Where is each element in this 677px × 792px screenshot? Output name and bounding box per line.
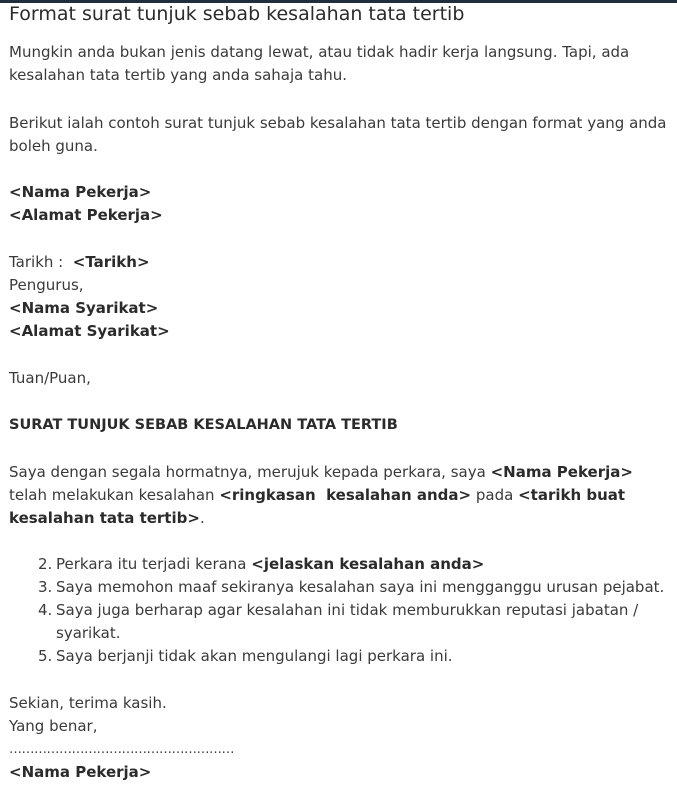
letter-subject: SURAT TUNJUK SEBAB KESALAHAN TATA TERTIB xyxy=(9,417,398,433)
company-name: <Nama Syarikat> xyxy=(9,299,159,317)
closing-line-1: Sekian, terima kasih. xyxy=(9,694,167,712)
closing-line-2: Yang benar, xyxy=(9,717,98,735)
body-text-1: Saya dengan segala hormatnya, merujuk kepada perkara, saya xyxy=(9,463,486,481)
body-employee-name: <Nama Pekerja> xyxy=(490,463,633,481)
company-address: <Alamat Syarikat> xyxy=(9,322,170,340)
sender-address: <Alamat Pekerja> xyxy=(9,206,163,224)
list-text: Saya memohon maaf sekiranya kesalahan saya ini mengganggu urusan pejabat. xyxy=(56,578,665,596)
signature-line: ……………………………………………… xyxy=(9,742,234,757)
sender-name: <Nama Pekerja> xyxy=(9,183,152,201)
article-title: Format surat tunjuk sebab kesalahan tata tertib xyxy=(9,3,465,25)
list-number: 5. xyxy=(38,647,53,665)
body-text-2: telah melakukan kesalahan xyxy=(9,486,215,504)
body-offence-date: <tarikh buat kesalahan tata tertib> xyxy=(9,486,626,527)
body-text-end: . xyxy=(199,509,205,527)
recipient-title: Pengurus, xyxy=(9,276,84,294)
date-label: Tarikh : xyxy=(9,253,64,271)
list-text: Saya berjanji tidak akan mengulangi lagi perkara ini. xyxy=(56,647,453,665)
date-line xyxy=(9,251,673,274)
recipient-block xyxy=(9,251,673,343)
list-item xyxy=(9,645,673,668)
list-text: Saya juga berharap agar kesalahan ini tidak memburukkan reputasi jabatan / syarikat. xyxy=(56,601,639,642)
body-paragraph-1 xyxy=(9,461,673,530)
intro-paragraph-1: Mungkin anda bukan jenis datang lewat, atau tidak hadir kerja langsung. Tapi, ada kesalahan tata tertib yang anda sahaja tahu. xyxy=(9,43,630,84)
sender-block xyxy=(9,181,673,227)
list-item xyxy=(9,576,673,599)
list-text: Perkara itu terjadi kerana xyxy=(56,555,247,573)
list-number: 2. xyxy=(38,555,53,573)
date-value: <Tarikh> xyxy=(72,253,150,271)
body-offence-summary: <ringkasan kesalahan anda> xyxy=(219,486,472,504)
numbered-list xyxy=(9,553,673,668)
closing-name: <Nama Pekerja> xyxy=(9,763,152,781)
list-number: 3. xyxy=(38,578,53,596)
list-number: 4. xyxy=(38,601,53,619)
salutation: Tuan/Puan, xyxy=(9,369,91,387)
list-bold-text: <jelaskan kesalahan anda> xyxy=(251,555,485,573)
list-item xyxy=(9,553,673,576)
closing-block xyxy=(9,692,673,784)
body-text-3: pada xyxy=(475,486,514,504)
intro-paragraph-2: Berikut ialah contoh surat tunjuk sebab kesalahan tata tertib dengan format yang anda boleh guna. xyxy=(9,114,667,155)
list-item xyxy=(9,599,673,645)
